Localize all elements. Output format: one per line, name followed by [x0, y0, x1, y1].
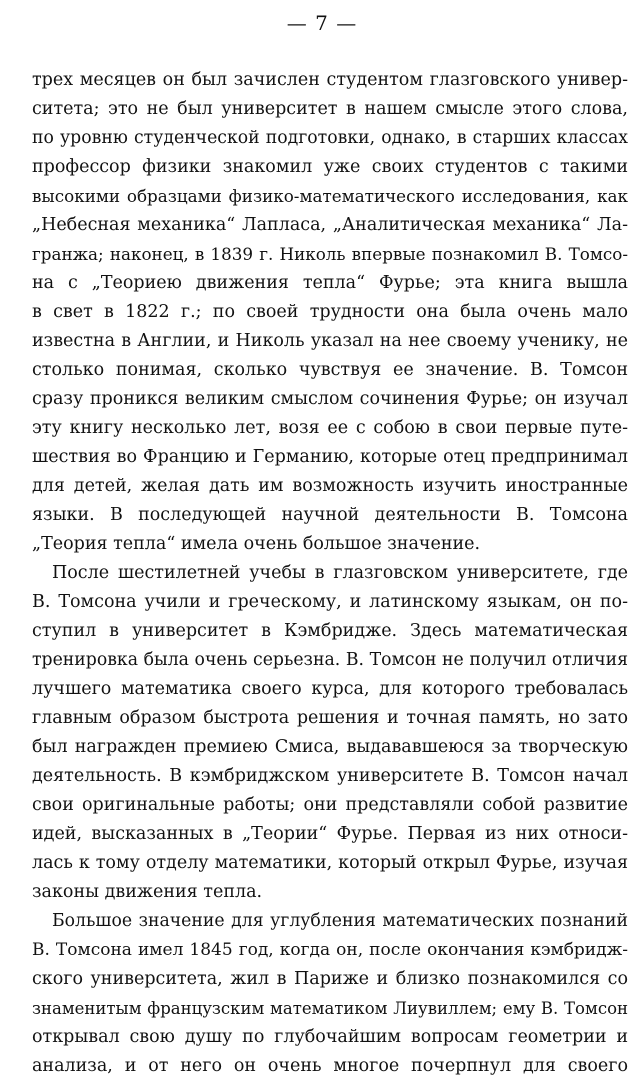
text-line: знаменитым французским математиком Лиувиллем; ему В. Томсон: [32, 999, 628, 1018]
text-line: деятельность. В кэмбриджском университете В. Томсон начал: [32, 766, 628, 786]
text-line: „Небесная механика“ Лапласа, „Аналитическая механика“ Ла-: [32, 215, 628, 235]
text-line: был награжден премиею Смиса, выдававшеюся за творческую: [32, 737, 628, 757]
text-line: высокими образцами физико-математического исследования, как: [32, 186, 628, 206]
text-line: После шестилетней учебы в глазговском университете, где: [52, 563, 628, 583]
text-line: свои оригинальные работы; они представляли собой развитие: [32, 795, 628, 815]
text-line: гранжа; наконец, в 1839 г. Николь впервые познакомил В. Томсо-: [32, 244, 628, 264]
page-number: — 7 —: [286, 11, 358, 35]
text-line: В. Томсона учили и греческому, и латинскому языкам, он по-: [32, 592, 628, 612]
text-line: сразу проникся великим смыслом сочинения Фурье; он изучал: [32, 389, 628, 409]
text-line: для детей, желая дать им возможность изучить иностранные: [32, 476, 628, 496]
text-line: ситета; это не был университет в нашем смысле этого слова,: [32, 99, 628, 119]
text-line: шествия во Францию и Германию, которые отец предпринимал: [32, 447, 628, 467]
text-line: трех месяцев он был зачислен студентом глазговского универ-: [32, 70, 628, 90]
text-line: эту книгу несколько лет, возя ее с собою в свои первые путе-: [32, 418, 628, 438]
text-line: „Теория тепла“ имела очень большое значение.: [32, 534, 481, 554]
text-line: по уровню студенческой подготовки, однако, в старших классах: [32, 128, 628, 148]
text-line: главным образом быстрота решения и точная память, но зато: [32, 708, 628, 728]
text-line: идей, высказанных в „Теории“ Фурье. Первая из них относи-: [32, 824, 628, 844]
paragraph-2: [32, 559, 628, 907]
text-line: тренировка была очень серьезна. В. Томсон не получил отличия: [32, 650, 628, 670]
text-line: законы движения тепла.: [32, 882, 263, 902]
text-line: анализа, и от него он очень многое почерпнул для своего: [32, 1056, 628, 1076]
text-line: в свет в 1822 г.; по своей трудности она была очень мало: [32, 302, 628, 322]
text-line: лучшего математика своего курса, для которого требовалась: [32, 679, 628, 699]
text-line: В. Томсона имел 1845 год, когда он, после окончания кэмбридж-: [32, 940, 628, 960]
text-line: известна в Англии, и Николь указал на нее своему ученику, не: [32, 331, 628, 351]
text-line: открывал свою душу по глубочайшим вопросам геометрии и: [32, 1027, 628, 1047]
text-line: столько понимая, сколько чувствуя ее значение. В. Томсон: [32, 360, 628, 380]
text-line: лась к тому отделу математики, который открыл Фурье, изучая: [32, 853, 628, 873]
text-line: на с „Теориею движения тепла“ Фурье; эта книга вышла: [32, 273, 628, 293]
text-line: Большое значение для углубления математических познаний: [52, 911, 628, 931]
body-text: [32, 66, 628, 1081]
paragraph-3: [32, 907, 628, 1081]
text-line: языки. В последующей научной деятельности В. Томсона: [32, 505, 628, 525]
text-line: профессор физики знакомил уже своих студентов с такими: [32, 157, 628, 177]
text-line: ступил в университет в Кэмбридже. Здесь математическая: [32, 621, 628, 641]
text-line: ского университета, жил в Париже и близко познакомился со: [32, 969, 628, 989]
paragraph-1: [32, 66, 628, 559]
